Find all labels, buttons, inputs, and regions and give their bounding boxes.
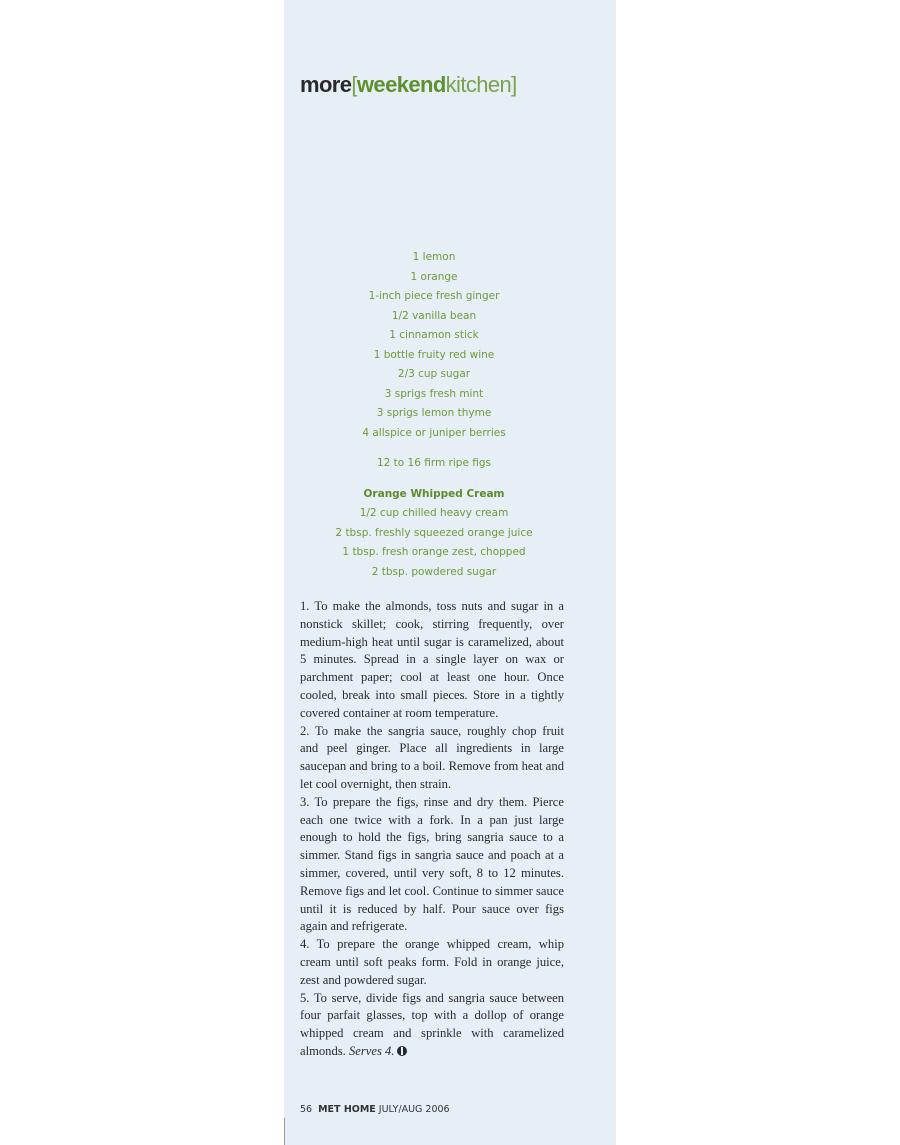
recipe-method bbox=[300, 598, 564, 1061]
method-step: 2. To make the sangria sauce, roughly chop fruit and peel ginger. Place all ingredients in large saucepan and bring to a boil. Remove from heat and let cool overnight, then strain. bbox=[300, 723, 564, 791]
serves-note: Serves 4. bbox=[348, 1043, 395, 1058]
ingredient-item: 1/2 cup chilled heavy cream bbox=[359, 507, 509, 519]
ingredient-item: 1/2 vanilla bean bbox=[391, 309, 477, 322]
method-step-final bbox=[300, 990, 564, 1061]
ingredient-item: 2 tbsp. powdered sugar bbox=[371, 565, 497, 578]
ingredient-item: 1 bottle fruity red wine bbox=[373, 348, 495, 361]
ingredient-item: 3 sprigs fresh mint bbox=[384, 387, 484, 400]
header-weekend: weekend bbox=[356, 72, 446, 97]
ingredient-item: 1 cinnamon stick bbox=[389, 329, 479, 341]
header-kitchen: kitchen bbox=[445, 72, 512, 97]
method-step: 1. To make the almonds, toss nuts and sugar in a nonstick skillet; cook, stirring frequently, over medium-high heat until sugar is caramelized, about 5 minutes. Spread in a single layer on wax or parchment paper; cool at least one hour. Once cooled, break into small pieces. Store in a tightly covered container at room temperature. bbox=[300, 599, 564, 720]
magazine-name: MET HOME bbox=[318, 1104, 376, 1115]
ingredient-item: 4 allspice or juniper berries bbox=[362, 426, 506, 439]
ingredients-list bbox=[284, 248, 584, 582]
ingredient-item: 1 lemon bbox=[412, 251, 456, 263]
section-header bbox=[300, 72, 517, 98]
method-step: 3. To prepare the figs, rinse and dry them. Pierce each one twice with a fork. In a pan just large enough to hold the figs, bring sangria sauce to a simmer. Stand figs in sangria sauce and poach at a simmer, covered, until very soft, 8 to 12 minutes. Remove figs and let cool. Continue to simmer sauce until it is reduced by half. Pour sauce over figs again and refrigerate. bbox=[300, 794, 564, 934]
method-step: 4. To prepare the orange whipped cream, whip cream until soft peaks form. Fold in orange juice, zest and powdered sugar. bbox=[300, 937, 564, 987]
page-edge-divider bbox=[284, 1118, 285, 1145]
end-mark-icon bbox=[397, 1046, 407, 1056]
ingredient-item: 1 tbsp. fresh orange zest, chopped bbox=[342, 546, 526, 558]
ingredient-item: 12 to 16 firm ripe figs bbox=[376, 457, 492, 469]
page-footer bbox=[300, 1104, 450, 1115]
ingredient-item: 3 sprigs lemon thyme bbox=[376, 407, 492, 419]
ingredient-item: 1 orange bbox=[410, 270, 458, 283]
ingredient-item: 2/3 cup sugar bbox=[397, 368, 471, 380]
header-bracket-open: [ bbox=[351, 72, 357, 97]
method-step-5: 5. To serve, divide figs and sangria sauce between four parfait glasses, top with a dollop of orange whipped cream and sprinkle with caramelized almonds. bbox=[300, 990, 564, 1058]
fig-ingredients bbox=[284, 454, 584, 474]
sauce-ingredients bbox=[284, 248, 584, 443]
header-more: more bbox=[300, 72, 352, 97]
ingredient-item: 2 tbsp. freshly squeezed orange juice bbox=[335, 526, 533, 539]
issue-date: JULY/AUG 2006 bbox=[378, 1104, 450, 1115]
ingredient-item: 1-inch piece fresh ginger bbox=[368, 290, 500, 302]
cream-subheading: Orange Whipped Cream bbox=[363, 487, 505, 500]
header-bracket-close: ] bbox=[511, 72, 517, 97]
cream-ingredients bbox=[284, 485, 584, 583]
page-number: 56 bbox=[300, 1104, 313, 1115]
